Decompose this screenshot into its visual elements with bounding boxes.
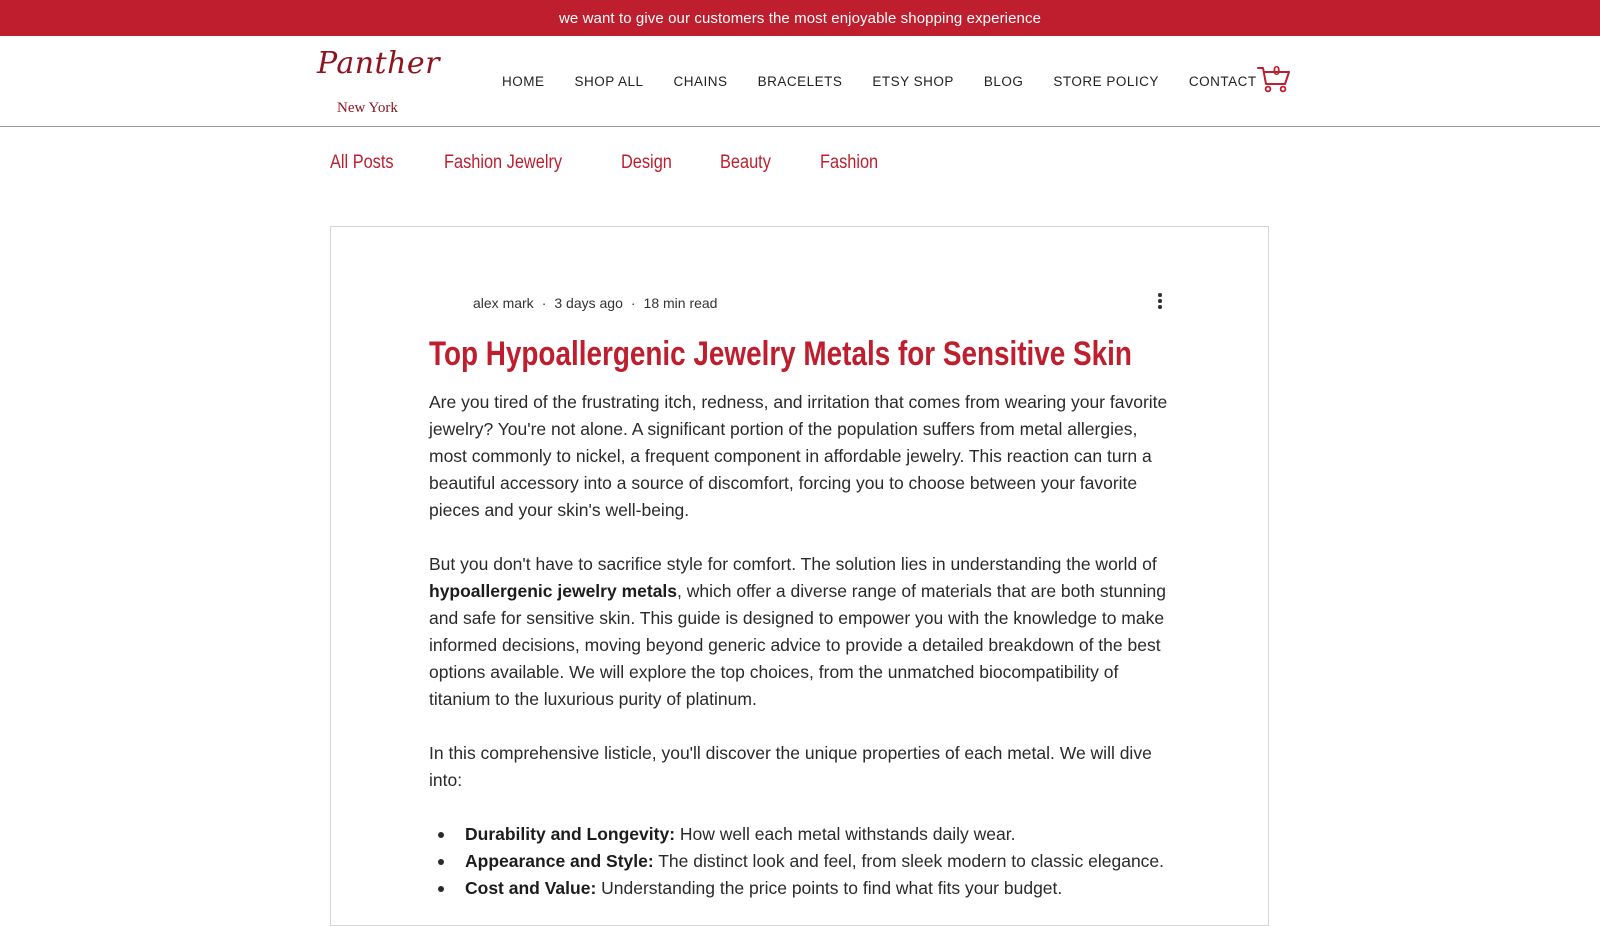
post-body xyxy=(429,389,1169,902)
cart-count: 0 xyxy=(1273,63,1281,78)
meta-separator: · xyxy=(541,295,547,311)
announcement-bar xyxy=(0,0,1600,36)
post-author[interactable]: alex mark xyxy=(473,295,534,311)
meta-separator: · xyxy=(630,295,636,311)
main-nav xyxy=(502,36,1287,126)
list-item: Appearance and Style: The distinct look and feel, from sleek modern to classic elegance. xyxy=(429,848,1169,875)
category-all-posts[interactable]: All Posts xyxy=(330,152,394,173)
paragraph-solution: But you don't have to sacrifice style for comfort. The solution lies in understanding the world of hypoallergenic jewelry metals, which offer a diverse range of materials that are both stunning and safe for sensitive skin. This guide is designed to empower you with the knowledge to make informed decisions, moving beyond generic advice to provide a detailed breakdown of the best options available. We will explore the top choices, from the unmatched biocompatibility of titanium to the luxurious purity of platinum. xyxy=(429,554,1167,709)
paragraph-listicle: In this comprehensive listicle, you'll discover the unique properties of each metal. We will dive into: xyxy=(429,743,1152,790)
nav-blog[interactable]: BLOG xyxy=(983,73,1024,89)
nav-home[interactable]: HOME xyxy=(502,73,545,89)
list-item: Cost and Value: Understanding the price points to find what fits your budget. xyxy=(429,875,1169,902)
brand-script: Panther xyxy=(317,46,441,81)
category-fashion[interactable]: Fashion xyxy=(819,152,878,173)
site-header xyxy=(0,36,1600,127)
nav-etsy-shop[interactable]: ETSY SHOP xyxy=(872,73,954,89)
paragraph-intro: Are you tired of the frustrating itch, redness, and irritation that comes from wearing your favorite jewelry? You're not alone. A significant portion of the population suffers from metal allergies, most commonly to nickel, a frequent component in affordable jewelry. This reaction can turn a beautiful accessory into a source of discomfort, forcing you to choose between your favorite pieces and your skin's well-being. xyxy=(429,392,1168,520)
list-item: Durability and Longevity: How well each metal withstands daily wear. xyxy=(429,821,1169,848)
announcement-text: we want to give our customers the most enjoyable shopping experience xyxy=(558,9,1042,27)
category-design[interactable]: Design xyxy=(621,152,673,173)
post-read-time: 18 min read xyxy=(643,295,718,311)
post-card xyxy=(330,226,1269,926)
brand-subtitle: New York xyxy=(337,100,398,116)
blog-categories xyxy=(330,152,927,174)
post-date: 3 days ago xyxy=(554,295,623,311)
post-meta xyxy=(473,295,717,311)
more-options-icon[interactable] xyxy=(1150,289,1170,313)
post-title: Top Hypoallergenic Jewelry Metals for Sensitive Skin xyxy=(429,335,1132,373)
nav-store-policy[interactable]: STORE POLICY xyxy=(1053,73,1159,89)
nav-bracelets[interactable]: BRACELETS xyxy=(757,73,843,89)
cart-button[interactable] xyxy=(1256,60,1292,94)
nav-contact[interactable]: CONTACT xyxy=(1188,73,1257,89)
nav-shop-all[interactable]: SHOP ALL xyxy=(574,73,644,89)
category-fashion-jewelry[interactable]: Fashion Jewelry xyxy=(443,152,562,173)
brand-logo[interactable] xyxy=(315,46,441,116)
keyword-bold: hypoallergenic jewelry metals xyxy=(429,581,678,601)
nav-chains[interactable]: CHAINS xyxy=(673,73,728,89)
category-beauty[interactable]: Beauty xyxy=(720,152,772,173)
feature-list xyxy=(429,821,1169,902)
